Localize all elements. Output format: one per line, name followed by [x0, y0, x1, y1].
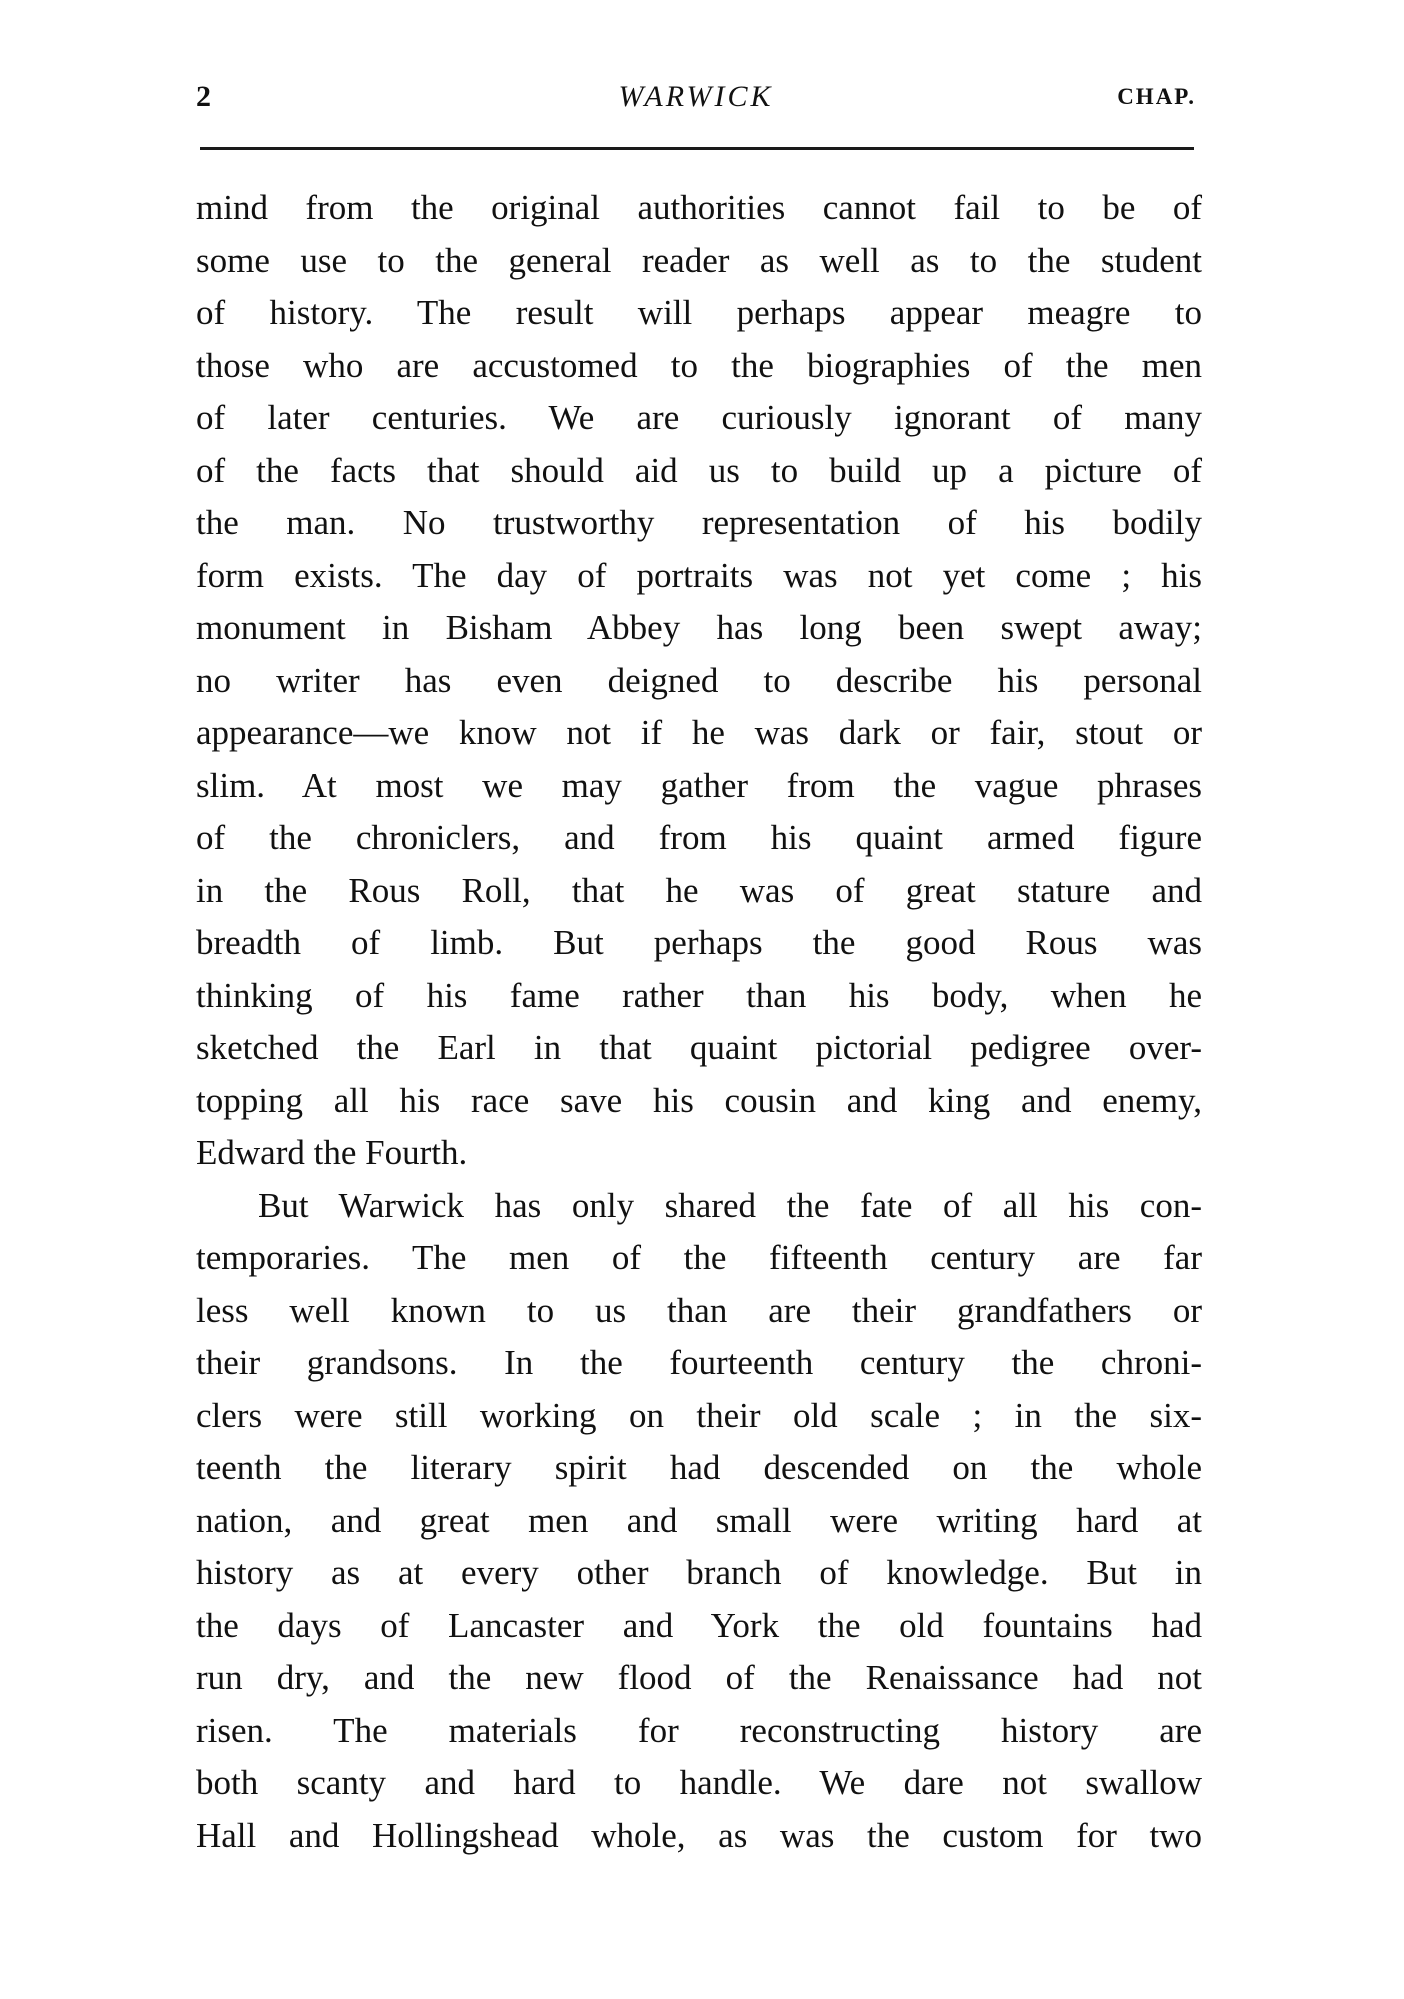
text-line: Edward the Fourth.	[196, 1133, 468, 1172]
text-line: form exists. The day of portraits was not yet come ; his	[196, 555, 1202, 595]
text-line: appearance—we know not if he was dark or fair, stout or	[196, 713, 1202, 752]
chapter-label: CHAP.	[1117, 84, 1196, 109]
text-line: in the Rous Roll, that he was of great stature and	[196, 870, 1202, 910]
text-line: temporaries. The men of the fifteenth century are far	[196, 1238, 1202, 1277]
paragraph-1	[196, 182, 1202, 1180]
text-line: thinking of his fame rather than his body, when he	[196, 975, 1202, 1015]
text-line: run dry, and the new flood of the Renaissance had not	[196, 1658, 1202, 1697]
page-number: 2	[196, 80, 211, 113]
text-line: of the chroniclers, and from his quaint armed figure	[196, 818, 1202, 857]
text-line: those who are accustomed to the biographies of the men	[196, 345, 1202, 385]
text-line: of the facts that should aid us to build up a picture of	[196, 450, 1202, 490]
text-line: some use to the general reader as well as to the student	[196, 240, 1202, 280]
text-line: risen. The materials for reconstructing history are	[196, 1710, 1202, 1750]
text-line: Hall and Hollingshead whole, as was the custom for two	[196, 1815, 1202, 1855]
header-rule	[200, 147, 1194, 150]
text-line: of history. The result will perhaps appear meagre to	[196, 293, 1202, 332]
text-line: topping all his race save his cousin and king and enemy,	[196, 1080, 1202, 1120]
running-head	[196, 80, 1196, 124]
text-line: But Warwick has only shared the fate of all his con-	[258, 1185, 1202, 1225]
text-line: the days of Lancaster and York the old fountains had	[196, 1605, 1202, 1645]
text-line: clers were still working on their old scale ; in the six-	[196, 1395, 1202, 1435]
text-line: nation, and great men and small were writing hard at	[196, 1500, 1202, 1540]
text-line: the man. No trustworthy representation of his bodily	[196, 503, 1202, 542]
text-line: no writer has even deigned to describe his personal	[196, 660, 1202, 700]
body-text	[196, 182, 1202, 1862]
text-line: slim. At most we may gather from the vague phrases	[196, 765, 1202, 805]
paragraph-2	[196, 1180, 1202, 1863]
text-line: breadth of limb. But perhaps the good Rous was	[196, 923, 1202, 962]
text-line: less well known to us than are their grandfathers or	[196, 1290, 1202, 1330]
text-line: monument in Bisham Abbey has long been swept away;	[196, 608, 1202, 647]
text-line: sketched the Earl in that quaint pictorial pedigree over-	[196, 1028, 1202, 1067]
text-line: their grandsons. In the fourteenth century the chroni-	[196, 1343, 1202, 1382]
text-line: both scanty and hard to handle. We dare not swallow	[196, 1763, 1202, 1802]
running-title: WARWICK	[618, 80, 774, 113]
text-line: of later centuries. We are curiously ignorant of many	[196, 398, 1202, 437]
text-line: history as at every other branch of knowledge. But in	[196, 1553, 1202, 1592]
text-line: teenth the literary spirit had descended on the whole	[196, 1448, 1202, 1487]
text-line: mind from the original authorities cannot fail to be of	[196, 188, 1202, 227]
